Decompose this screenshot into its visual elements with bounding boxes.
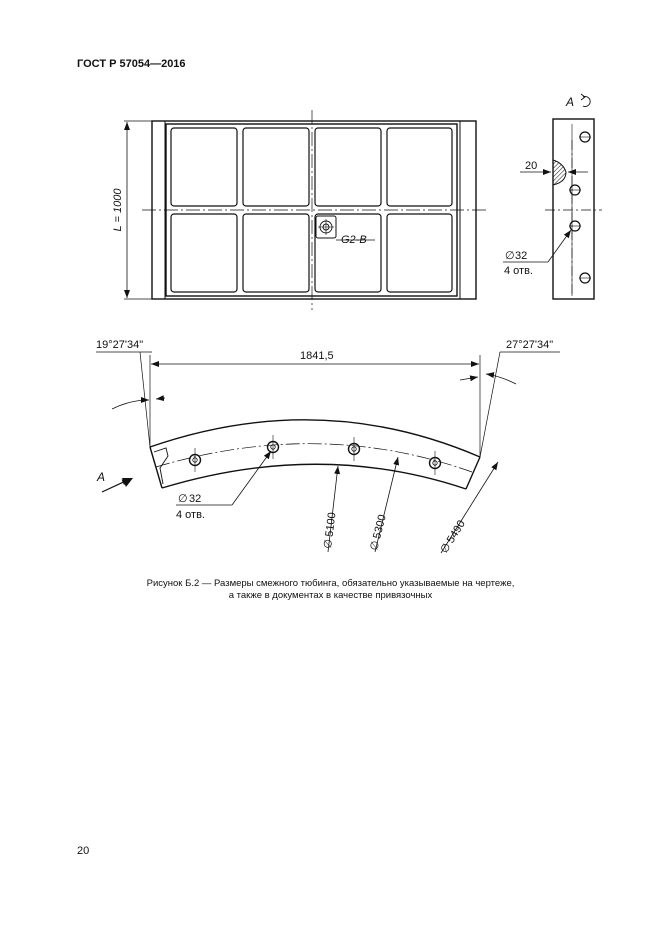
- inner-diameter-value: 5100: [323, 511, 339, 538]
- view-a-label: A: [566, 95, 575, 109]
- svg-text:∅: ∅: [322, 538, 336, 550]
- view-arrow-label: A: [97, 470, 106, 484]
- bolt-circle-diameter-value: 5300: [371, 513, 389, 541]
- arc-hole-count: 4 отв.: [176, 509, 205, 521]
- angle-left-label: 19°27'34": [96, 339, 144, 351]
- caption-line-1: Рисунок Б.2 — Размеры смежного тюбинга, обязательно указываемые на чертеже,: [146, 578, 515, 589]
- diameter-symbol: ∅: [505, 250, 515, 262]
- length-dimension-label: L = 1000: [112, 188, 124, 232]
- inner-diameter-label: [322, 512, 338, 550]
- svg-text:∅: ∅: [438, 541, 454, 556]
- figure-caption: [0, 578, 661, 602]
- arc-hole-diameter: 32: [189, 493, 202, 505]
- document-header: ГОСТ Р 57054—2016: [77, 58, 186, 70]
- caption-line-2: а также в документах в качестве привязочных: [228, 590, 433, 601]
- outer-diameter-value: 5490: [444, 518, 468, 546]
- marking-label: G2-B: [341, 234, 367, 246]
- angle-right-label: 27°27'34": [506, 339, 554, 351]
- chord-length-label: 1841,5: [300, 350, 334, 362]
- diameter-symbol: ∅: [178, 493, 188, 505]
- bolt-circle-diameter-label: [368, 513, 388, 551]
- top-view: [124, 110, 486, 310]
- side-hole-count: 4 отв.: [504, 265, 533, 277]
- outer-diameter-label: [438, 518, 468, 555]
- svg-text:∅: ∅: [368, 539, 383, 552]
- page-number: 20: [77, 845, 90, 857]
- side-hole-diameter: 32: [515, 250, 528, 262]
- depth-dimension-label: 20: [525, 160, 538, 172]
